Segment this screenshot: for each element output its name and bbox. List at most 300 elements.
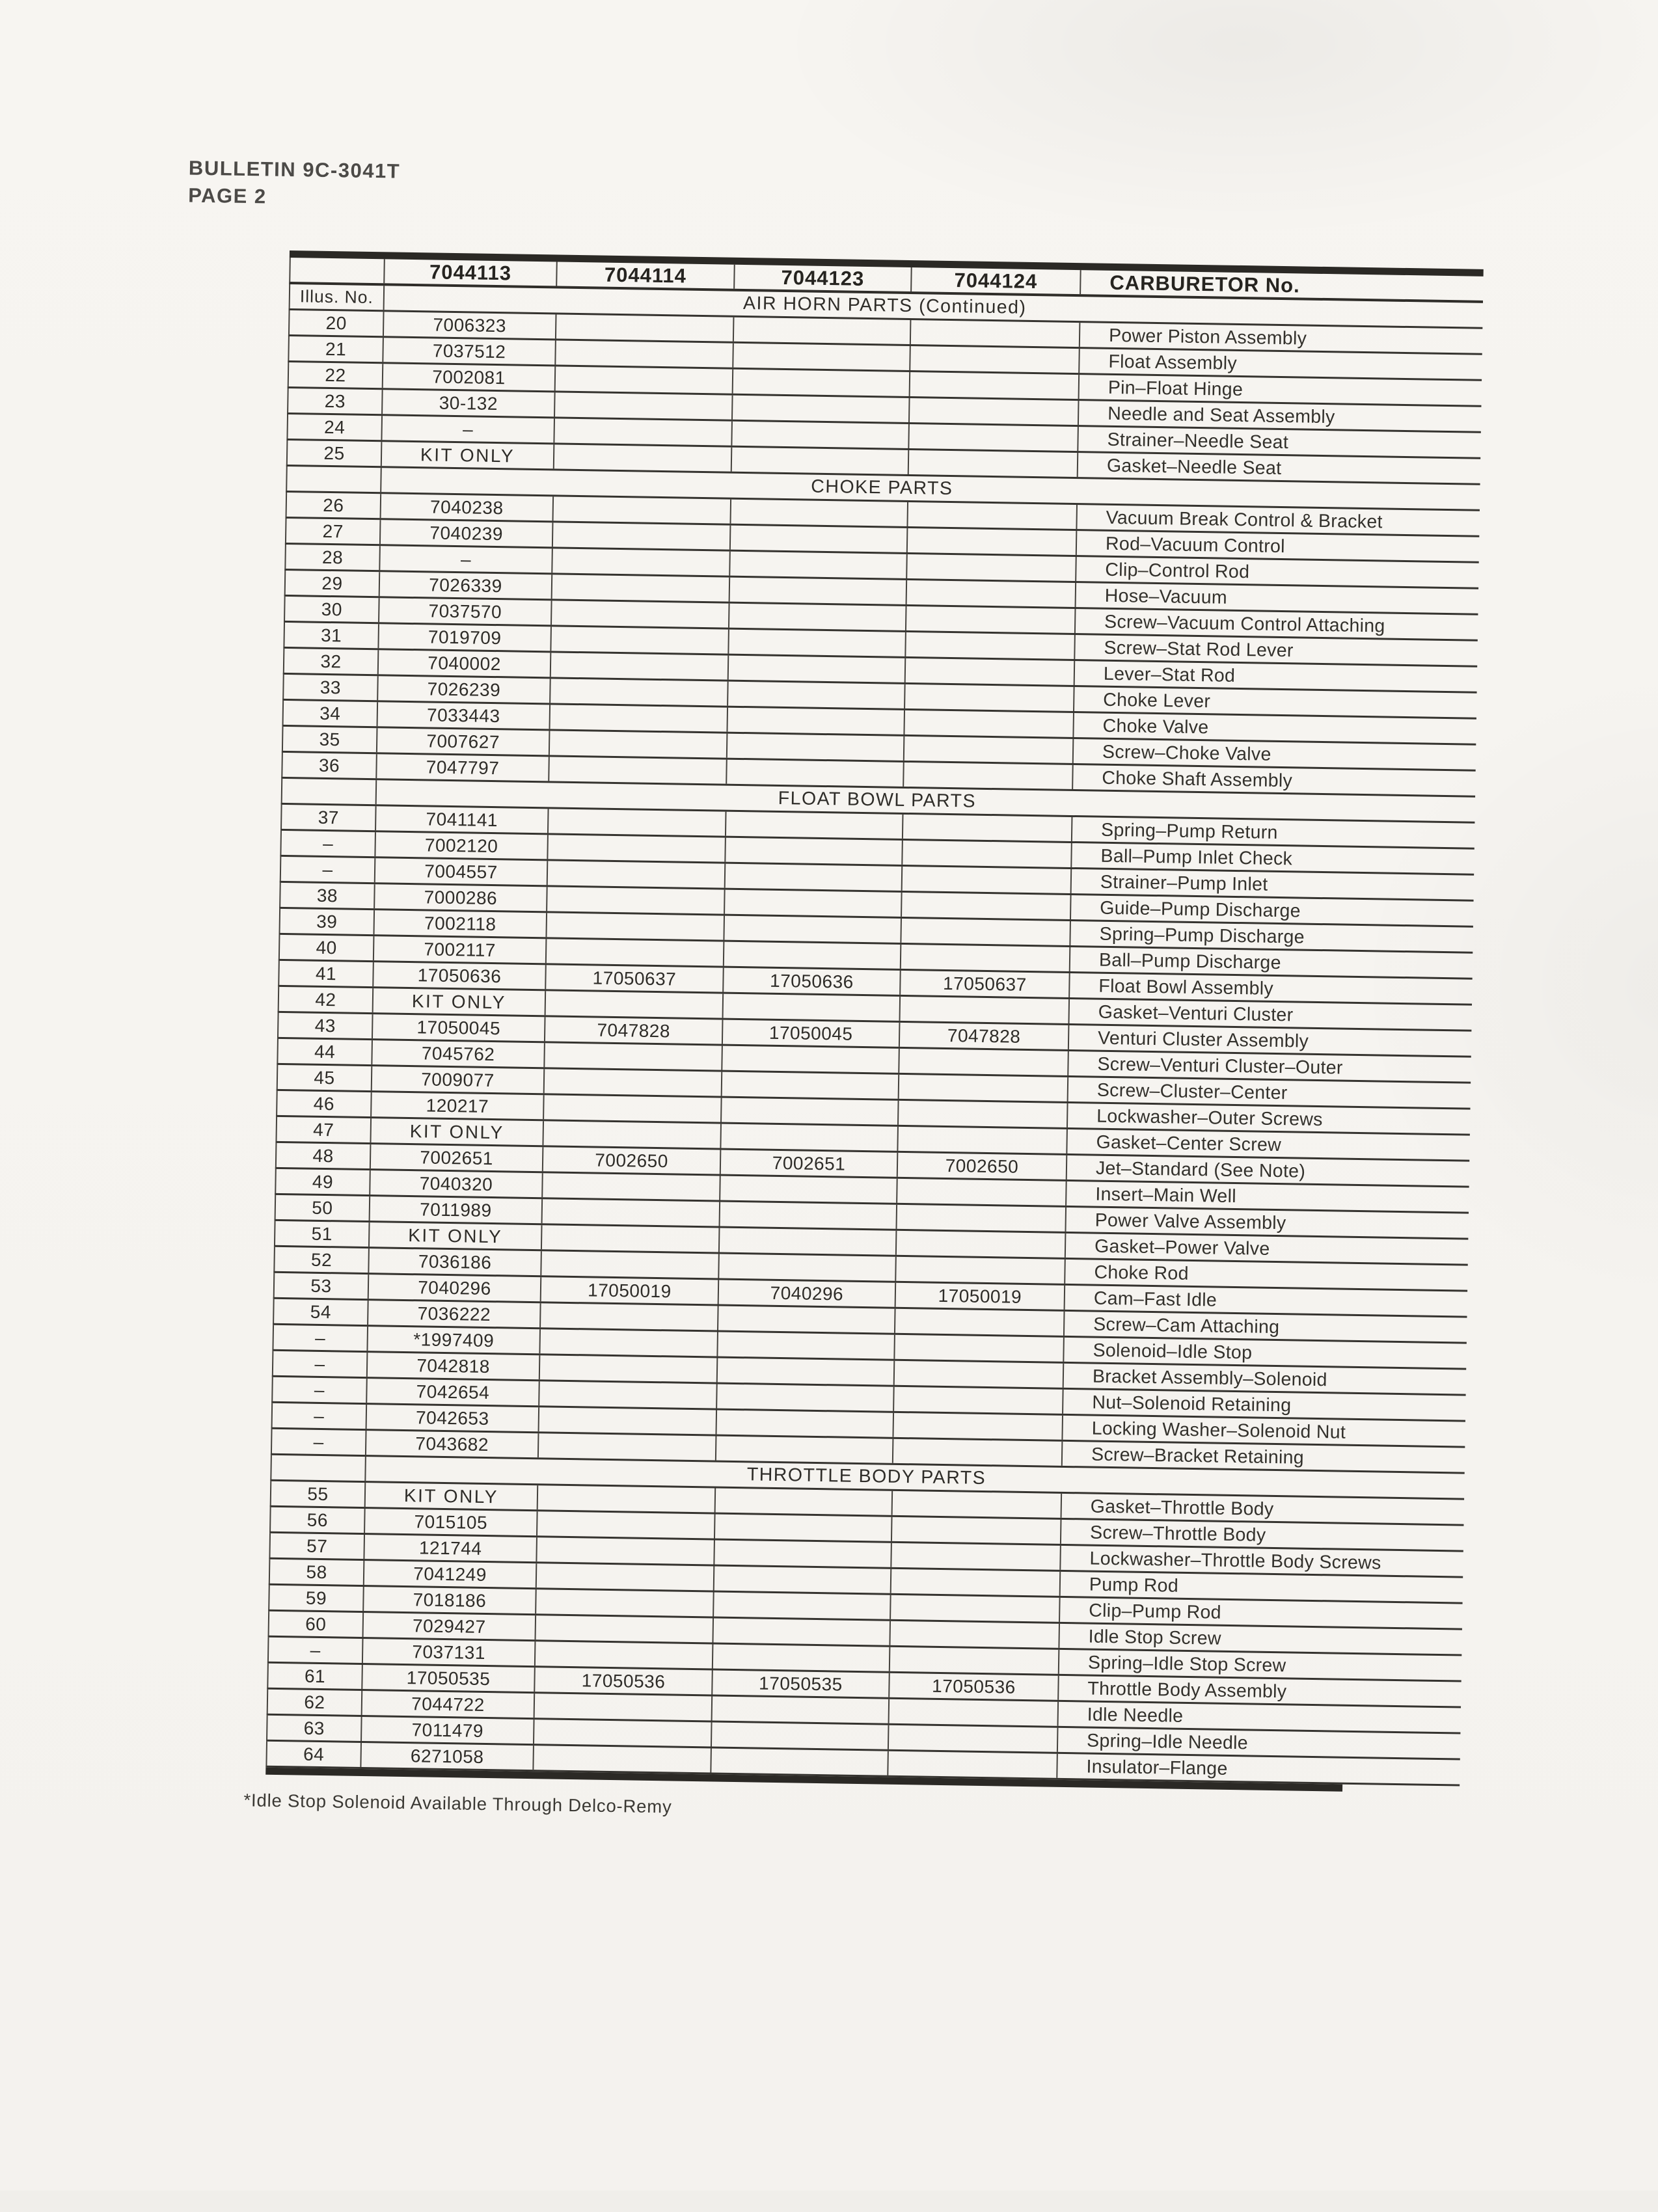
part-number-cell: 7002650	[898, 1153, 1068, 1180]
illus-no-cell: 52	[275, 1247, 370, 1273]
part-number-cell: 7002120	[375, 832, 549, 859]
part-number-cell	[547, 887, 726, 913]
part-description-cell: Bracket Assembly–Solenoid	[1092, 1366, 1327, 1391]
part-number-cell	[538, 1485, 716, 1512]
part-number-cell: 7047797	[377, 754, 550, 781]
part-number-cell	[729, 630, 906, 656]
part-number-cell	[895, 1335, 1065, 1362]
illus-no-cell: 28	[286, 545, 381, 570]
part-number-cell	[891, 1595, 1061, 1622]
part-number-cell	[540, 1355, 718, 1382]
part-number-cell	[891, 1543, 1061, 1570]
part-number-cell: 7002651	[721, 1150, 899, 1177]
part-description-cell: Locking Washer–Solenoid Nut	[1091, 1418, 1346, 1443]
illus-no-cell: 60	[269, 1612, 364, 1637]
page-number: PAGE 2	[188, 183, 267, 208]
part-number-cell	[537, 1511, 716, 1538]
column-header-7044123: 7044123	[735, 265, 912, 291]
part-number-cell	[898, 1127, 1068, 1153]
part-description-cell: Lockwasher–Throttle Body Screws	[1089, 1548, 1381, 1574]
part-number-cell: 17050019	[541, 1277, 720, 1304]
illus-no-cell: –	[273, 1351, 368, 1377]
part-number-cell	[889, 1725, 1059, 1752]
part-description-cell: Gasket–Needle Seat	[1106, 455, 1282, 479]
illus-no-cell: 49	[276, 1169, 371, 1194]
part-number-cell: 17050536	[890, 1673, 1059, 1700]
section-title: AIR HORN PARTS (Continued)	[742, 292, 1027, 318]
part-number-cell: 7015105	[365, 1509, 538, 1535]
part-number-cell: 17050636	[724, 968, 901, 995]
part-description-cell: Power Piston Assembly	[1108, 325, 1307, 349]
part-number-cell	[720, 1176, 898, 1203]
part-number-cell: 7041249	[364, 1561, 537, 1587]
part-number-cell	[893, 1439, 1063, 1466]
illus-no-cell: 22	[289, 362, 384, 388]
part-number-cell	[722, 1098, 899, 1125]
part-number-cell: 7002081	[383, 364, 556, 390]
part-description-cell: Screw–Throttle Body	[1089, 1522, 1266, 1546]
part-number-cell: 7045762	[372, 1040, 545, 1067]
illus-no-cell: 29	[286, 571, 381, 596]
part-number-cell	[713, 1696, 890, 1723]
part-number-cell: 7037570	[379, 598, 552, 625]
part-number-cell	[733, 370, 911, 396]
part-number-cell	[890, 1699, 1059, 1726]
part-number-cell	[732, 422, 910, 448]
part-number-cell: 17050045	[723, 1020, 901, 1047]
part-number-cell	[718, 1306, 896, 1333]
illus-no-cell: –	[273, 1403, 368, 1429]
part-number-cell: 7044722	[362, 1691, 536, 1718]
illus-no-cell: 45	[278, 1065, 373, 1090]
part-number-cell: 7042654	[367, 1379, 540, 1405]
part-number-cell: 7019709	[379, 624, 552, 651]
part-number-cell	[713, 1644, 891, 1671]
illus-no-cell: 33	[284, 675, 379, 700]
part-description-cell: Screw–Vacuum Control Attaching	[1104, 611, 1385, 637]
illus-no-cell: 23	[288, 388, 383, 414]
part-number-cell: 30-132	[383, 390, 556, 416]
part-number-cell	[555, 392, 733, 419]
parts-table-body	[265, 310, 1482, 1787]
part-number-cell	[547, 913, 725, 939]
illus-no-cell: 47	[277, 1117, 372, 1142]
section-illus-spacer	[282, 779, 377, 804]
part-number-cell: 121744	[364, 1535, 537, 1561]
part-description-cell: Float Assembly	[1108, 351, 1238, 374]
part-number-cell	[732, 448, 910, 474]
part-number-cell: –	[380, 546, 553, 573]
illus-no-cell: 43	[279, 1013, 374, 1038]
part-number-cell	[718, 1358, 895, 1385]
part-description-cell: Screw–Cam Attaching	[1093, 1314, 1280, 1338]
part-number-cell	[910, 346, 1080, 373]
part-description-cell: Power Valve Assembly	[1094, 1209, 1286, 1234]
part-number-cell: 7037512	[383, 338, 556, 364]
part-number-cell	[554, 496, 732, 523]
part-number-cell	[549, 757, 727, 783]
part-number-cell: 17050636	[374, 962, 547, 989]
illus-no-cell: 53	[275, 1273, 370, 1299]
part-number-cell	[539, 1407, 718, 1434]
part-number-cell	[541, 1303, 719, 1330]
part-number-cell	[534, 1746, 712, 1772]
part-description-cell: Gasket–Venturi Cluster	[1098, 1001, 1294, 1026]
part-number-cell: 17050535	[713, 1670, 890, 1697]
part-number-cell: 7043682	[366, 1431, 539, 1457]
part-description-cell: Solenoid–Idle Stop	[1093, 1340, 1253, 1364]
part-number-cell	[722, 1072, 900, 1099]
part-number-cell: 7042818	[368, 1353, 541, 1379]
part-number-cell	[554, 444, 733, 471]
part-number-cell	[713, 1619, 891, 1645]
part-description-cell: Idle Needle	[1087, 1704, 1184, 1727]
column-header-7044113: 7044113	[385, 259, 558, 286]
part-description-cell: Strainer–Needle Seat	[1107, 429, 1289, 453]
part-description-cell: Choke Valve	[1102, 715, 1209, 738]
illus-header-spacer	[290, 258, 385, 283]
part-description-cell: Screw–Venturi Cluster–Outer	[1097, 1053, 1343, 1079]
part-description-cell: Spring–Pump Return	[1100, 819, 1278, 843]
part-description-cell: Screw–Choke Valve	[1102, 741, 1271, 765]
part-number-cell	[730, 578, 908, 604]
part-number-cell	[543, 1173, 721, 1200]
section-illus-spacer	[271, 1455, 366, 1481]
part-number-cell	[551, 627, 729, 653]
part-number-cell: 120217	[372, 1092, 545, 1119]
part-number-cell	[548, 835, 726, 861]
illus-no-cell: 34	[284, 701, 379, 726]
part-number-cell	[727, 760, 904, 787]
part-number-cell	[546, 991, 724, 1018]
illus-no-cell: 40	[280, 935, 375, 960]
part-number-cell	[537, 1563, 715, 1590]
part-number-cell	[535, 1693, 713, 1720]
part-number-cell	[534, 1720, 713, 1746]
illus-no-cell: 41	[279, 961, 374, 986]
illus-no-cell: 55	[271, 1481, 366, 1507]
column-header-7044114: 7044114	[557, 262, 735, 288]
part-description-cell: Insert–Main Well	[1095, 1183, 1237, 1207]
part-description-cell: Insulator–Flange	[1086, 1756, 1228, 1779]
part-number-cell	[909, 424, 1079, 451]
part-description-cell: Strainer–Pump Inlet	[1100, 871, 1268, 895]
part-description-cell: Nut–Solenoid Retaining	[1092, 1392, 1292, 1416]
part-number-cell	[547, 939, 725, 965]
part-number-cell	[721, 1124, 899, 1151]
footnote: *Idle Stop Solenoid Available Through Delco-Remy	[243, 1790, 672, 1817]
part-number-cell	[733, 344, 911, 370]
part-number-cell: KIT ONLY	[371, 1118, 544, 1145]
part-description-cell: Ball–Pump Discharge	[1098, 949, 1281, 974]
part-number-cell	[539, 1381, 718, 1408]
part-number-cell: 7026239	[378, 676, 551, 703]
part-number-cell	[550, 731, 728, 757]
part-number-cell	[718, 1332, 895, 1359]
part-number-cell	[726, 864, 903, 891]
part-number-cell	[892, 1517, 1062, 1544]
section-illus-spacer	[287, 466, 382, 492]
part-description-cell: Screw–Stat Rod Lever	[1104, 637, 1294, 662]
part-number-cell: 7002118	[375, 910, 548, 937]
illus-no-cell: 46	[277, 1091, 372, 1116]
illus-no-cell: –	[269, 1638, 364, 1663]
part-number-cell	[537, 1537, 715, 1564]
part-number-cell	[536, 1589, 714, 1616]
part-number-cell: 17050019	[896, 1283, 1066, 1310]
part-number-cell	[904, 710, 1074, 737]
part-number-cell: 7004557	[375, 858, 549, 885]
part-number-cell	[536, 1641, 714, 1668]
part-number-cell	[904, 736, 1074, 763]
part-number-cell	[724, 994, 901, 1021]
part-number-cell	[716, 1436, 894, 1463]
part-number-cell: 7011479	[362, 1717, 535, 1744]
part-number-cell	[897, 1179, 1067, 1206]
part-number-cell: 7042653	[367, 1405, 540, 1431]
part-number-cell	[714, 1541, 892, 1567]
part-number-cell	[906, 606, 1076, 633]
illus-no-cell: 58	[270, 1559, 365, 1585]
part-number-cell: KIT ONLY	[370, 1222, 543, 1249]
part-number-cell	[556, 340, 734, 367]
illus-no-cell: 48	[277, 1143, 372, 1168]
illus-no-cell: –	[273, 1377, 368, 1403]
part-number-cell	[725, 890, 903, 917]
part-number-cell	[545, 1043, 723, 1070]
part-number-cell: 7011989	[370, 1196, 543, 1223]
illus-no-cell: 37	[282, 805, 377, 830]
part-number-cell	[543, 1199, 721, 1226]
part-number-cell	[908, 502, 1078, 529]
part-number-cell	[541, 1251, 720, 1278]
part-description-cell: Needle and Seat Assembly	[1107, 403, 1335, 428]
illus-no-cell: 24	[288, 414, 383, 440]
part-description-cell: Spring–Idle Needle	[1086, 1730, 1249, 1754]
part-number-cell: 17050045	[373, 1014, 546, 1041]
part-number-cell: 7009077	[372, 1066, 545, 1093]
part-number-cell	[556, 314, 735, 341]
bulletin-number: BULLETIN 9C-3041T	[188, 156, 401, 183]
part-number-cell	[729, 656, 906, 682]
part-number-cell	[552, 548, 731, 575]
part-number-cell	[894, 1387, 1064, 1414]
part-number-cell: 7037131	[363, 1639, 536, 1666]
part-number-cell	[731, 500, 908, 526]
part-number-cell: 17050637	[546, 965, 724, 991]
part-number-cell	[726, 838, 903, 865]
part-number-cell	[550, 679, 729, 705]
section-title: CHOKE PARTS	[811, 476, 953, 500]
part-number-cell	[719, 1254, 897, 1281]
part-number-cell	[890, 1621, 1060, 1648]
illus-no-cell: 63	[267, 1716, 362, 1741]
part-number-cell	[903, 841, 1072, 867]
part-number-cell: 7036186	[369, 1248, 542, 1275]
illus-no-header: Illus. No.	[290, 284, 385, 310]
part-description-cell: Throttle Body Assembly	[1087, 1678, 1287, 1703]
illus-no-cell: –	[281, 857, 376, 882]
part-number-cell: 7033443	[378, 702, 551, 729]
illus-no-cell: 21	[289, 336, 384, 362]
part-number-cell: 7040320	[370, 1170, 543, 1197]
part-number-cell	[909, 450, 1079, 477]
part-number-cell	[908, 528, 1078, 555]
part-number-cell: 7040296	[369, 1275, 542, 1301]
part-number-cell	[897, 1231, 1067, 1258]
part-number-cell	[552, 600, 730, 627]
part-number-cell	[717, 1410, 895, 1437]
part-number-cell	[727, 708, 905, 735]
part-number-cell	[712, 1722, 890, 1749]
part-number-cell	[733, 396, 910, 422]
part-number-cell: 7000286	[375, 884, 548, 911]
part-description-cell: Choke Rod	[1094, 1261, 1189, 1284]
part-number-cell	[542, 1225, 720, 1252]
part-number-cell: 7040239	[381, 520, 554, 546]
part-number-cell: 17050535	[362, 1665, 536, 1692]
part-description-cell: Guide–Pump Discharge	[1100, 897, 1301, 922]
part-number-cell	[717, 1384, 895, 1411]
part-number-cell	[901, 945, 1071, 971]
part-number-cell: 7041141	[376, 806, 549, 833]
part-number-cell: 7002650	[543, 1147, 722, 1174]
part-number-cell: 7002117	[374, 936, 547, 963]
section-title: FLOAT BOWL PARTS	[778, 787, 977, 812]
illus-no-cell: 61	[268, 1664, 363, 1689]
illus-no-cell: 59	[269, 1585, 364, 1611]
illus-no-cell: 38	[280, 883, 375, 908]
illus-no-cell: 56	[271, 1507, 366, 1533]
part-number-cell	[729, 604, 907, 630]
part-number-cell	[548, 861, 726, 887]
illus-no-cell: 42	[279, 987, 374, 1012]
illus-no-cell: 64	[267, 1742, 362, 1767]
part-number-cell: 7018186	[364, 1587, 537, 1613]
part-description-cell: Screw–Cluster–Center	[1096, 1079, 1288, 1104]
part-description-cell: Float Bowl Assembly	[1098, 975, 1274, 999]
part-description-cell: Venturi Cluster Assembly	[1097, 1027, 1309, 1052]
part-number-cell: 7040238	[381, 494, 554, 520]
part-number-cell	[899, 1101, 1068, 1127]
part-number-cell	[895, 1361, 1065, 1388]
illus-no-cell: 30	[285, 597, 380, 622]
part-description-cell: Gasket–Throttle Body	[1090, 1496, 1274, 1520]
part-number-cell	[734, 317, 912, 344]
part-number-cell: 7026339	[380, 572, 553, 599]
part-number-cell: –	[382, 416, 555, 442]
part-description-cell: Gasket–Center Screw	[1096, 1131, 1282, 1156]
illus-no-cell: 20	[290, 310, 385, 336]
part-number-cell	[899, 1075, 1069, 1101]
part-number-cell	[893, 1491, 1063, 1518]
part-description-cell: Spring–Idle Stop Screw	[1087, 1652, 1286, 1677]
illus-no-cell: 31	[284, 623, 379, 648]
part-number-cell	[722, 1046, 900, 1073]
part-number-cell	[904, 762, 1074, 789]
part-number-cell	[720, 1228, 897, 1255]
part-number-cell: 7047828	[545, 1017, 724, 1044]
part-number-cell	[720, 1202, 898, 1229]
part-number-cell	[910, 372, 1080, 399]
column-header-7044124: 7044124	[912, 267, 1081, 294]
part-number-cell	[901, 919, 1071, 945]
section-title: THROTTLE BODY PARTS	[746, 1464, 986, 1489]
part-description-cell: Cam–Fast Idle	[1093, 1288, 1217, 1311]
part-description-cell: Gasket–Power Valve	[1094, 1235, 1270, 1260]
part-number-cell	[896, 1257, 1066, 1284]
part-number-cell	[906, 658, 1076, 685]
part-number-cell: 17050536	[535, 1667, 713, 1694]
illus-no-cell: 27	[286, 519, 381, 544]
part-number-cell: 17050637	[901, 971, 1070, 997]
part-number-cell: 7029427	[364, 1613, 537, 1639]
part-description-cell: Vacuum Break Control & Bracket	[1106, 507, 1383, 533]
part-number-cell	[730, 552, 908, 578]
part-number-cell	[893, 1413, 1063, 1440]
part-number-cell: KIT ONLY	[374, 988, 547, 1015]
part-number-cell	[724, 942, 902, 969]
part-number-cell	[554, 418, 733, 445]
part-number-cell	[731, 526, 908, 552]
part-number-cell	[903, 815, 1073, 841]
part-number-cell	[545, 1069, 723, 1096]
part-number-cell	[727, 734, 905, 761]
illus-no-cell: 32	[284, 649, 379, 674]
illus-no-cell: –	[272, 1429, 367, 1455]
part-number-cell	[891, 1569, 1061, 1596]
illus-no-cell: 39	[280, 909, 375, 934]
illus-no-cell: 57	[270, 1533, 365, 1559]
part-number-cell	[907, 580, 1077, 607]
part-number-cell	[902, 893, 1072, 919]
illus-no-cell: 50	[276, 1195, 371, 1221]
part-number-cell	[714, 1593, 891, 1619]
part-number-cell	[711, 1748, 889, 1775]
illus-no-cell: 44	[278, 1039, 373, 1064]
part-number-cell: 7047828	[900, 1023, 1070, 1049]
part-description-cell: Clip–Pump Rod	[1089, 1600, 1222, 1623]
part-number-cell: *1997409	[368, 1327, 541, 1353]
part-number-cell	[714, 1567, 892, 1593]
part-number-cell	[728, 682, 906, 708]
part-description-cell: Choke Shaft Assembly	[1102, 767, 1293, 792]
illus-no-cell: 25	[288, 440, 383, 466]
part-description-cell: Hose–Vacuum	[1104, 585, 1228, 608]
illus-no-cell: –	[273, 1325, 368, 1351]
part-number-cell	[726, 812, 904, 839]
part-description-cell: Rod–Vacuum Control	[1105, 533, 1286, 558]
part-number-cell	[549, 809, 727, 835]
part-number-cell	[911, 320, 1081, 347]
part-number-cell	[724, 916, 902, 943]
illus-no-cell: 26	[287, 492, 382, 518]
part-description-cell: Lever–Stat Rod	[1103, 663, 1236, 686]
part-description-cell: Choke Lever	[1103, 689, 1211, 712]
part-number-cell: 7036222	[368, 1301, 541, 1327]
part-description-cell: Pump Rod	[1089, 1574, 1179, 1597]
part-number-cell	[895, 1309, 1065, 1336]
part-number-cell: 7040002	[379, 650, 552, 677]
part-number-cell	[910, 398, 1080, 425]
part-number-cell	[552, 574, 731, 601]
part-number-cell	[553, 522, 731, 549]
carburetor-no-header: CARBURETOR No.	[1109, 271, 1301, 297]
part-description-cell: Screw–Bracket Retaining	[1091, 1444, 1305, 1468]
part-number-cell	[907, 554, 1077, 581]
part-number-cell: 6271058	[361, 1743, 534, 1770]
illus-no-cell: 35	[283, 727, 378, 752]
